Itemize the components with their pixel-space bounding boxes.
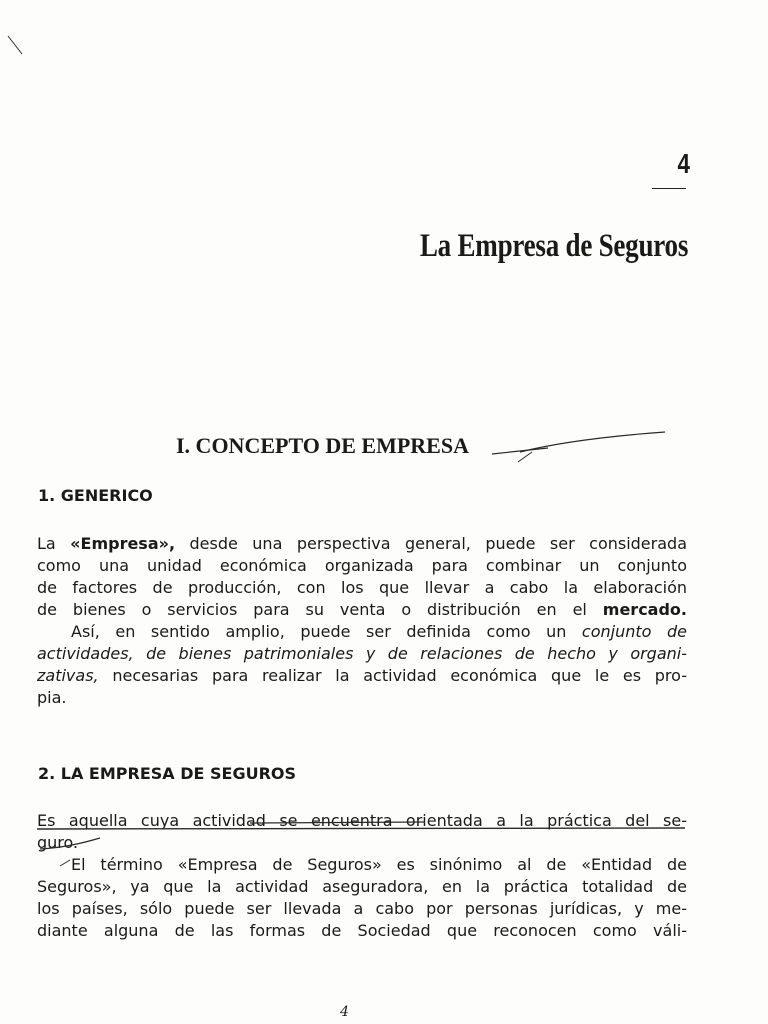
chapter-title: La Empresa de Seguros <box>419 228 688 264</box>
text-line: pia. <box>37 688 67 707</box>
text-line: guro. <box>37 833 79 852</box>
pen-strike-definition <box>250 822 425 823</box>
pen-underline-continuation <box>40 838 100 849</box>
page-folio: 4 <box>340 1004 349 1020</box>
pen-mark-corner <box>8 36 22 54</box>
pen-strike-empresa <box>492 448 548 454</box>
text-line: de factores de producción, con los que llevar a cabo la elaboración <box>37 578 687 597</box>
pen-underline-definition <box>37 828 685 829</box>
pen-mark-indent <box>60 860 70 866</box>
text-line: zativas, necesarias para realizar la actividad económica que le es pro- <box>37 666 687 685</box>
subsection-heading-generico: 1. GENERICO <box>38 486 153 505</box>
text-line: El término «Empresa de Seguros» es sinónimo al de «Entidad de <box>71 855 687 874</box>
subsection-heading-empresa-de-seguros: 2. LA EMPRESA DE SEGUROS <box>38 764 297 783</box>
text-line: diante alguna de las formas de Sociedad que reconocen como váli- <box>37 921 687 940</box>
text-line: Seguros», ya que la actividad aseguradora, en la práctica totalidad de <box>37 877 687 896</box>
text-line: Así, en sentido amplio, puede ser definida como un conjunto de <box>71 622 687 641</box>
text-line: La «Empresa», desde una perspectiva general, puede ser considerada <box>37 534 687 553</box>
chapter-number: 4 <box>677 148 690 179</box>
text-line: Es aquella cuya actividad se encuentra orientada a la práctica del se- <box>37 811 687 830</box>
text-line: actividades, de bienes patrimoniales y de relaciones de hecho y organi- <box>37 644 687 663</box>
text-line: como una unidad económica organizada para combinar un conjunto <box>37 556 687 575</box>
text-line: de bienes o servicios para su venta o distribución en el mercado. <box>37 600 687 619</box>
text-line: los países, sólo puede ser llevada a cabo por personas jurídicas, y me- <box>37 899 687 918</box>
pen-hook <box>518 452 532 462</box>
section-heading: I. CONCEPTO DE EMPRESA <box>176 433 469 458</box>
